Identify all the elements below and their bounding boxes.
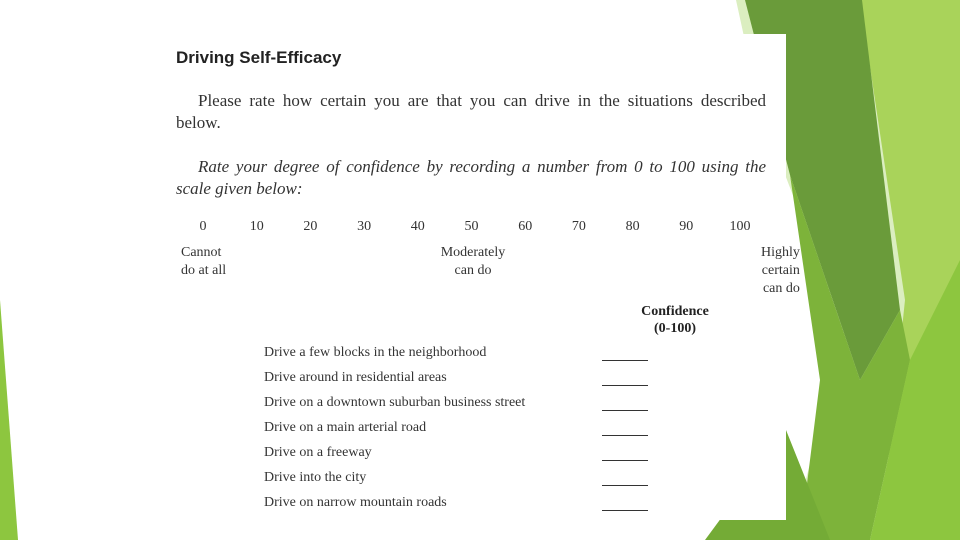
anchor-low-line-1: Cannot <box>181 245 222 260</box>
anchor-high-line-1: Highly certain <box>761 245 800 278</box>
confidence-header-line-2: (0-100) <box>654 321 696 336</box>
scale-value: 50 <box>464 219 479 234</box>
situation-item: Drive a few blocks in the neighborhood <box>264 345 487 360</box>
questionnaire-sheet <box>150 34 800 520</box>
scale-value: 10 <box>249 219 264 234</box>
anchor-mid-line-2: can do <box>454 263 492 278</box>
scale-anchor-mid <box>441 244 506 280</box>
scale-value: 60 <box>518 219 533 234</box>
confidence-header-line-1: Confidence <box>641 304 709 319</box>
instruction-2-text: Rate your degree of confidence by recording a number from 0 to 100 using the scale given below: <box>176 157 766 198</box>
scale-value: 40 <box>410 219 425 234</box>
left-green-triangle <box>0 300 18 540</box>
scale-value: 30 <box>357 219 372 234</box>
anchor-low-line-2: do at all <box>181 263 227 278</box>
confidence-column-header <box>625 303 725 337</box>
scale-value: 0 <box>199 219 207 234</box>
scale-value: 70 <box>571 219 586 234</box>
scale-value: 20 <box>303 219 318 234</box>
scale-value: 90 <box>679 219 694 234</box>
situation-item: Drive into the city <box>264 470 367 485</box>
situation-item: Drive on a freeway <box>264 445 372 460</box>
situation-item: Drive on a main arterial road <box>264 420 427 435</box>
confidence-answer-blank[interactable] <box>602 510 648 511</box>
confidence-answer-blank[interactable] <box>602 410 648 411</box>
document-title: Driving Self-Efficacy <box>176 48 342 67</box>
instruction-1-text: Please rate how certain you are that you can drive in the situations described below. <box>176 91 766 132</box>
confidence-answer-blank[interactable] <box>602 360 648 361</box>
situation-item: Drive around in residential areas <box>264 370 447 385</box>
instruction-paragraph-1 <box>176 90 766 134</box>
confidence-answer-blank[interactable] <box>602 460 648 461</box>
scale-value: 80 <box>625 219 640 234</box>
situation-item: Drive on a downtown suburban business street <box>264 395 526 410</box>
situation-item: Drive on narrow mountain roads <box>264 495 447 510</box>
scale-anchor-low <box>181 244 226 280</box>
anchor-high-line-2: can do <box>762 281 800 296</box>
scale-anchor-high <box>761 244 800 298</box>
anchor-mid-line-1: Moderately <box>440 245 506 260</box>
confidence-answer-blank[interactable] <box>602 385 648 386</box>
instruction-paragraph-2 <box>176 156 766 200</box>
confidence-answer-blank[interactable] <box>602 485 648 486</box>
scale-value: 100 <box>729 219 751 234</box>
confidence-answer-blank[interactable] <box>602 435 648 436</box>
